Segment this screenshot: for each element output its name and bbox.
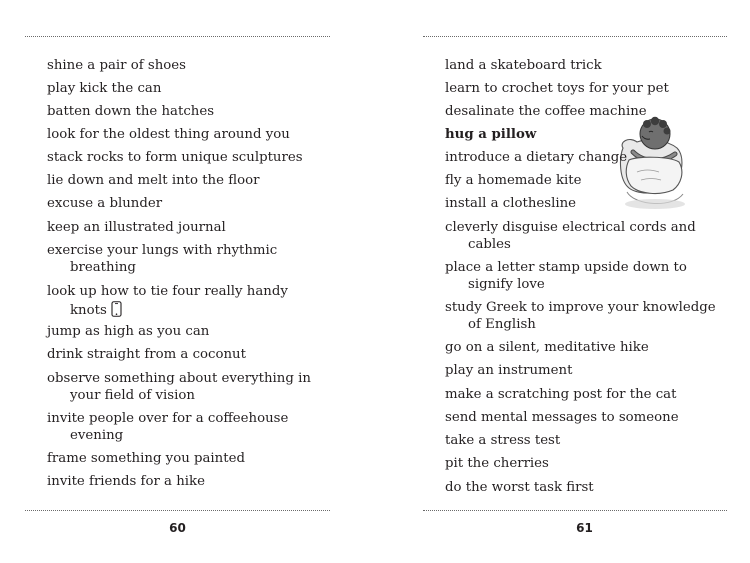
list-item: excuse a blunder	[47, 196, 163, 211]
list-item: take a stress test	[445, 433, 561, 448]
page-number: 60	[169, 521, 186, 535]
list-item: install a clothesline	[445, 196, 577, 211]
list-item: make a scratching post for the cat	[445, 387, 677, 402]
bottom-dotted-rule	[423, 510, 727, 511]
list-item: send mental messages to someone	[445, 410, 679, 425]
list-item: exercise your lungs with rhythmic breathing	[47, 243, 278, 275]
list-item: jump as high as you can	[47, 324, 210, 339]
right-page	[375, 0, 750, 563]
top-dotted-rule	[25, 36, 330, 37]
list-item-highlighted: hug a pillow	[445, 127, 537, 142]
list-item: introduce a dietary change	[445, 150, 628, 165]
list-item: go on a silent, meditative hike	[445, 340, 649, 355]
list-item: cleverly disguise electrical cords and cables	[445, 220, 696, 252]
list-item: play kick the can	[47, 81, 162, 96]
list-item: desalinate the coffee machine	[445, 104, 647, 119]
list-item: learn to crochet toys for your pet	[445, 81, 669, 96]
list-item: keep an illustrated journal	[47, 220, 226, 235]
list-item: frame something you painted	[47, 451, 245, 466]
list-item: drink straight from a coconut	[47, 347, 246, 362]
bottom-dotted-rule	[25, 510, 330, 511]
list-item: lie down and melt into the floor	[47, 173, 260, 188]
list-item: shine a pair of shoes	[47, 58, 186, 73]
list-item: pit the cherries	[445, 456, 549, 471]
list-item: invite people over for a coffeehouse evening	[47, 411, 289, 443]
list-item: play an instrument	[445, 363, 573, 378]
top-dotted-rule	[423, 36, 727, 37]
smartphone-icon	[111, 301, 122, 323]
list-item: look up how to tie four really handy knots	[47, 284, 288, 322]
list-item: place a letter stamp upside down to signify love	[445, 260, 687, 292]
list-item: look for the oldest thing around you	[47, 127, 290, 142]
list-item: stack rocks to form unique sculptures	[47, 150, 303, 165]
list-item: invite friends for a hike	[47, 474, 205, 489]
list-item: observe something about everything in your field of vision	[47, 371, 311, 403]
list-item: do the worst task first	[445, 480, 594, 495]
list-item: land a skateboard trick	[445, 58, 602, 73]
list-item: fly a homemade kite	[445, 173, 582, 188]
list-item: batten down the hatches	[47, 104, 215, 119]
page-number: 61	[576, 521, 593, 535]
list-item: study Greek to improve your knowledge of English	[445, 300, 716, 332]
